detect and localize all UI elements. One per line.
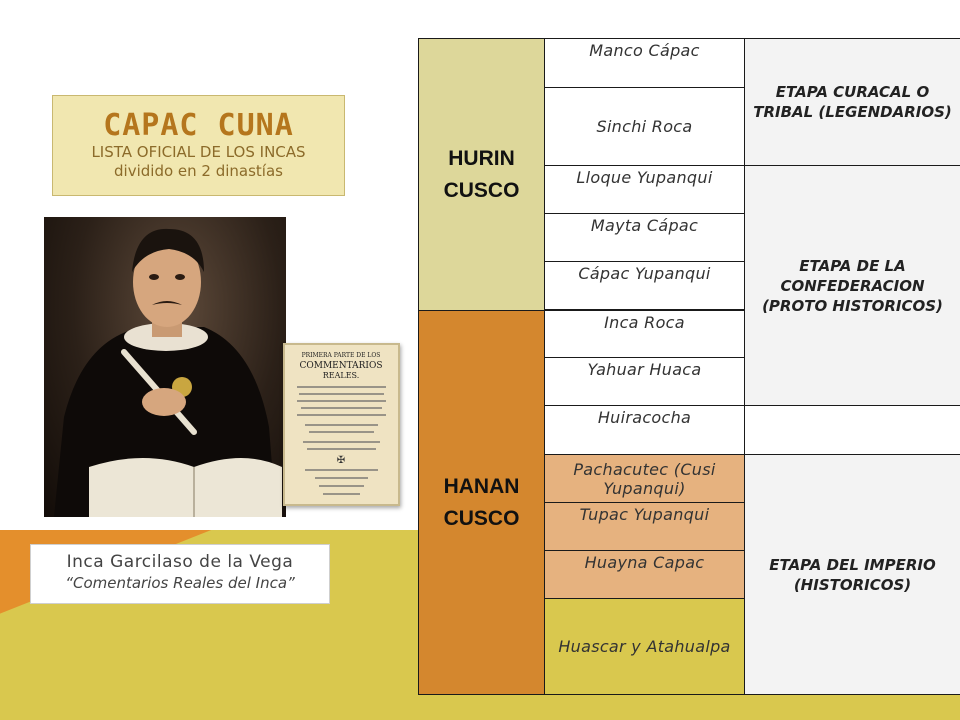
ruler-8: Huiracocha	[545, 406, 745, 455]
stage-confederation: ETAPA DE LA CONFEDERACION (PROTO HISTORICOS)	[745, 166, 960, 406]
table-row	[419, 39, 960, 88]
ruler-4: Mayta Cápac	[545, 214, 745, 262]
ruler-6: Inca Roca	[545, 311, 745, 358]
ruler-5: Cápac Yupanqui	[545, 262, 745, 310]
stage-empire: ETAPA DEL IMPERIO (HISTORICOS)	[745, 455, 960, 695]
book-cover-line3: REALES.	[322, 371, 360, 380]
ruler-3: Lloque Yupanqui	[545, 166, 745, 214]
title-box	[52, 95, 345, 196]
portrait-caption	[30, 544, 330, 604]
stage-legendary: ETAPA CURACAL O TRIBAL (LEGENDARIOS)	[745, 39, 960, 166]
ruler-12: Huascar y Atahualpa	[545, 599, 745, 695]
ruler-11: Huayna Capac	[545, 551, 745, 599]
ruler-1: Manco Cápac	[545, 39, 745, 88]
ruler-9: Pachacutec (Cusi Yupanqui)	[545, 455, 745, 503]
page-subtitle: LISTA OFICIAL DE LOS INCAS	[91, 143, 306, 161]
svg-text:✠: ✠	[336, 455, 346, 466]
ruler-7: Yahuar Huaca	[545, 358, 745, 406]
book-cover-image	[283, 343, 400, 506]
ruler-10: Tupac Yupanqui	[545, 503, 745, 551]
caption-author: Inca Garcilaso de la Vega	[66, 552, 294, 572]
dynasty-hurin-cusco: HURIN CUSCO	[419, 39, 545, 311]
page-subtitle-2: dividido en 2 dinastías	[114, 162, 283, 180]
inca-list-table	[418, 38, 960, 695]
portrait-garcilaso-image	[44, 217, 286, 517]
ruler-2: Sinchi Roca	[545, 88, 745, 166]
page-title: CAPAC CUNA	[103, 108, 294, 143]
dynasty-hanan-cusco: HANAN CUSCO	[419, 311, 545, 695]
caption-work: “Comentarios Reales del Inca”	[65, 574, 295, 592]
book-cover-line2: COMMENTARIOS	[299, 361, 383, 371]
book-cover-line1: PRIMERA PARTE DE LOS	[301, 352, 381, 359]
